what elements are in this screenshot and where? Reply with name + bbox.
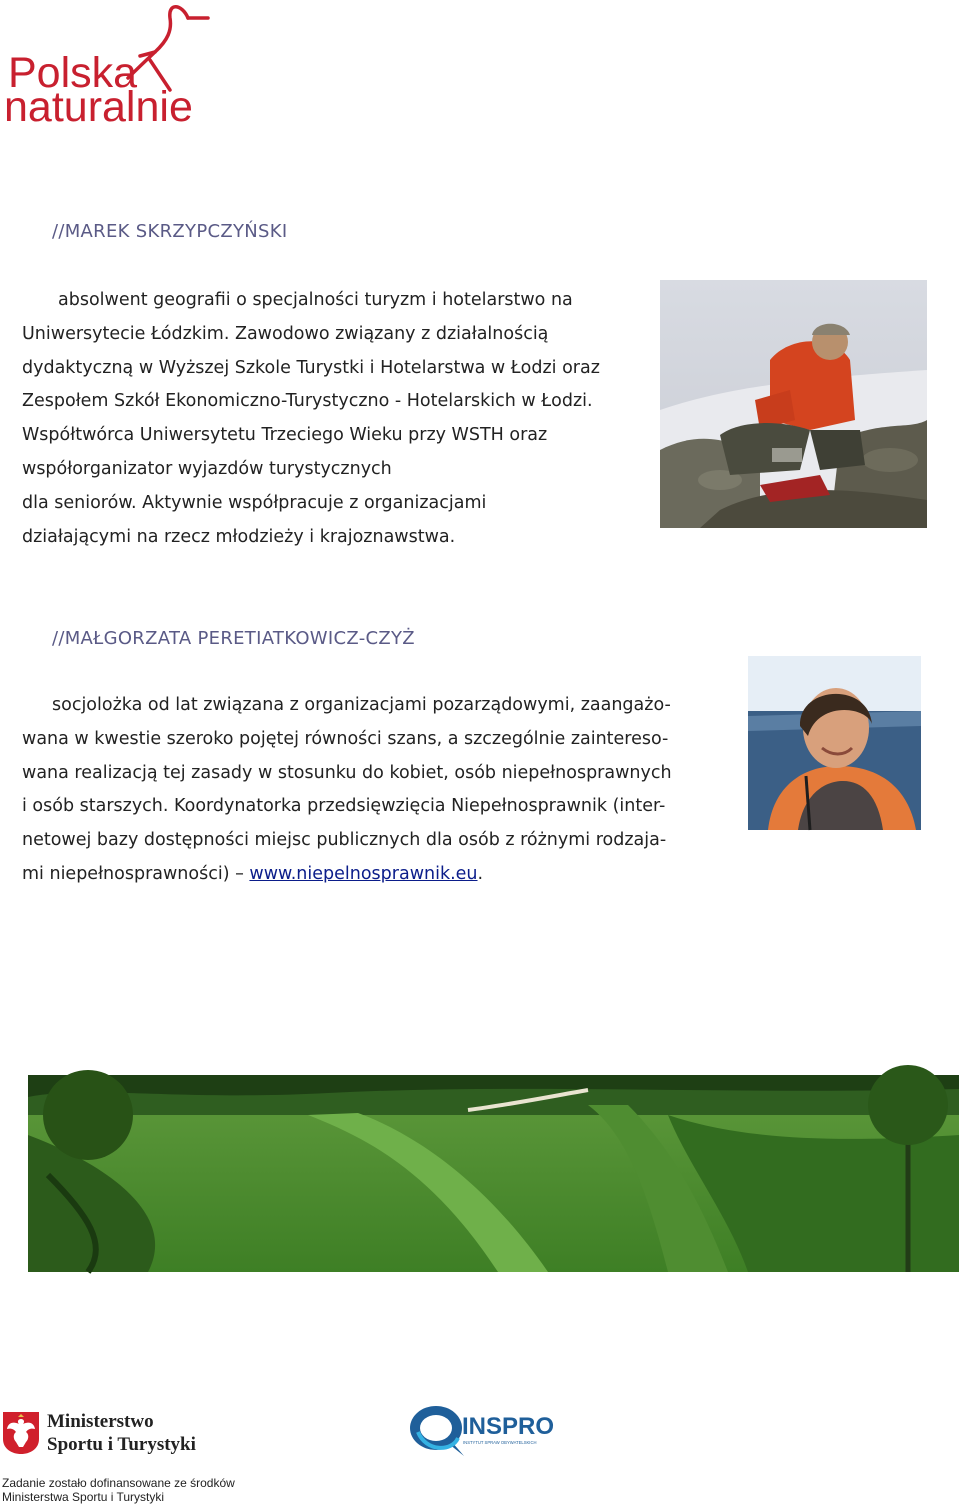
logo-text-naturalnie: naturalnie — [4, 83, 193, 131]
photo-marek — [660, 280, 927, 528]
niepelnosprawnik-link[interactable]: www.niepelnosprawnik.eu — [249, 863, 478, 884]
bio-line: socjolożka od lat związana z organizacjami pozarządowymi, zaangażo- — [52, 695, 671, 715]
bio-line-last — [22, 858, 742, 892]
funding-note-line2: Ministerstwa Sportu i Turystyki — [2, 1490, 165, 1504]
photo-malgorzata — [748, 656, 921, 830]
bio-line: Zespołem Szkół Ekonomiczno-Turystyczno - Hotelarskich w Łodzi. — [22, 391, 593, 412]
inspro-logo-subtext: INSTYTUT SPRAW OBYWATELSKICH — [463, 1440, 537, 1445]
bio-line-prefix: mi niepełnosprawności) – — [22, 863, 250, 884]
bio-marek — [22, 284, 672, 554]
bio-line: dydaktyczną w Wyższej Szkole Turystki i Hotelarstwa w Łodzi oraz — [22, 357, 600, 378]
landscape-photo — [28, 1075, 959, 1272]
bio-line: Uniwersytecie Łódzkim. Zawodowo związany z działalnością — [22, 323, 549, 344]
ministry-name-line1: Ministerstwo — [47, 1411, 154, 1432]
bio-line: wana realizacją tej zasady w stosunku do kobiet, osób niepełnosprawnych — [22, 762, 672, 783]
bio-line: i osób starszych. Koordynatorka przedsięwzięcia Niepełnosprawnik (inter- — [22, 796, 666, 817]
bio-line-suffix: . — [477, 863, 484, 884]
bio-line: absolwent geografii o specjalności turyzm i hotelarstwo na — [58, 290, 573, 310]
bio-line: dla seniorów. Aktywnie współpracuje z organizacjami — [22, 492, 487, 513]
bio-malgorzata — [22, 689, 742, 892]
inspro-logo — [406, 1402, 555, 1460]
bio-line: wana w kwestie szeroko pojętej równości szans, a szczególnie zaintereso- — [22, 728, 669, 749]
bio-line: netowej bazy dostępności miejsc publicznych dla osób z różnymi rodzaja- — [22, 830, 667, 851]
funding-note-line1: Zadanie zostało dofinansowane ze środków — [2, 1476, 235, 1490]
bio-line: współorganizator wyjazdów turystycznych — [22, 458, 392, 479]
bio-line: działającymi na rzecz młodzieży i krajoznawstwa. — [22, 526, 456, 547]
inspro-logo-text: INSPRO — [462, 1413, 555, 1440]
stork-icon — [128, 7, 208, 90]
ministry-name-line2: Sportu i Turystyki — [47, 1434, 196, 1455]
logo-text-polska: Polska — [8, 49, 138, 97]
person-heading-malgorzata: //MAŁGORZATA PERETIATKOWICZ-CZYŻ — [52, 628, 415, 649]
person-heading-marek: //MAREK SKRZYPCZYŃSKI — [52, 221, 288, 242]
polish-eagle-icon — [2, 1411, 40, 1455]
bio-line: Współtwórca Uniwersytetu Trzeciego Wieku przy WSTH oraz — [22, 425, 548, 446]
